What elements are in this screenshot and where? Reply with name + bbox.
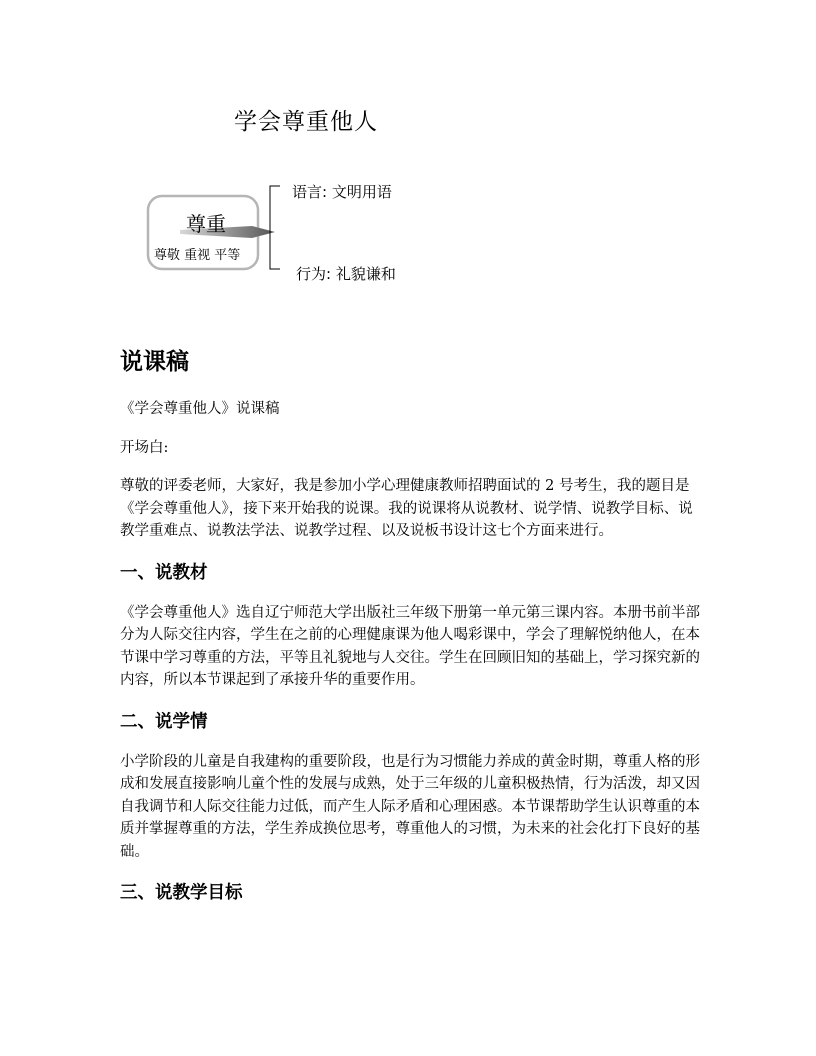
document-body bbox=[120, 398, 705, 922]
students-paragraph: 小学阶段的儿童是自我建构的重要阶段，也是行为习惯能力养成的黄金时期，尊重人格的形成和发展直接影响儿童个性的发展与成熟，处于三年级的儿童积极热情，行为活泼，却又因自我调节和人际交往能力过低，而产生人际矛盾和心理困惑。本节课帮助学生认识尊重的本质并掌握尊重的方法，学生养成换位思考，尊重他人的习惯，为未来的社会化打下良好的基础。 bbox=[120, 753, 700, 860]
concept-main-label: 尊重 bbox=[186, 212, 226, 236]
section-heading-textbook: 一、说教材 bbox=[120, 562, 208, 583]
section-heading-objectives: 三、说教学目标 bbox=[120, 883, 243, 903]
concept-sub-label: 尊敬 重视 平等 bbox=[154, 248, 241, 263]
section-heading-students: 二、说学情 bbox=[120, 711, 208, 732]
opening-paragraph: 尊敬的评委老师，大家好，我是参加小学心理健康教师招聘面试的 2 号考生，我的题目是《学会尊重他人》，接下来开始我的说课。我的说课将从说教材、说学情、说教学目标、说教学重难点、说教法学法、说教学过程、以及说板书设计这七个方面来进行。 bbox=[120, 478, 693, 539]
document-title: 说课稿 bbox=[120, 349, 189, 375]
doc-subtitle: 《学会尊重他人》说课稿 bbox=[120, 401, 280, 417]
branch-bracket bbox=[270, 186, 280, 269]
branch-language-label: 语言: 文明用语 bbox=[292, 183, 392, 201]
opening-label: 开场白: bbox=[120, 439, 169, 456]
textbook-paragraph: 《学会尊重他人》选自辽宁师范大学出版社三年级下册第一单元第三课内容。本册书前半部分为人际交往内容，学生在之前的心理健康课为他人喝彩课中，学会了理解悦纳他人，在本节课中学习尊重的方法，平等且礼貌地与人交往。学生在回顾旧知的基础上，学习探究新的内容，所以本节课起到了承接升华的重要作用。 bbox=[120, 604, 700, 688]
board-title: 学会尊重他人 bbox=[234, 109, 378, 135]
branch-behavior-label: 行为: 礼貌谦和 bbox=[296, 265, 396, 283]
